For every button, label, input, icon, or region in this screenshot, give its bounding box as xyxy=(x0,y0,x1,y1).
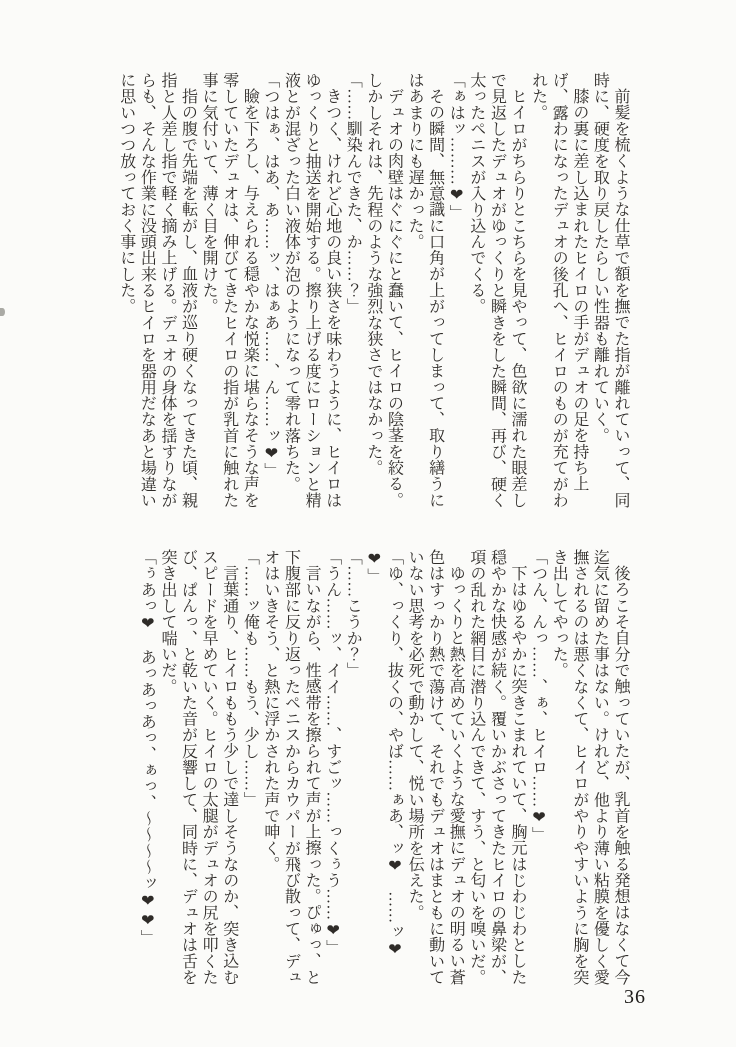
page-number: 36 xyxy=(624,986,646,1008)
narration-paragraph: 下はゆるやかに突きこまれていて、胸元はじわじわとした穏やかな快感が続く。覆いかぶさってきたヒイロの鼻梁が、項の乱れた網目に潜り込んできて、すう、と匂いを嗅いだ。 xyxy=(467,549,527,986)
dialogue-paragraph: 「……馴染んできた、か……？」 xyxy=(344,72,362,315)
dialogue-paragraph: 「……ッ俺も……もう、少し……」 xyxy=(241,549,259,808)
text-block-bottom xyxy=(138,549,630,986)
dialogue-paragraph: 「ぁはッ………❤」 xyxy=(447,72,465,221)
dialogue-paragraph: 「ゆ、っくり、抜くの、やば……ぁあ、ッ❤ ……ッ❤❤」 xyxy=(364,549,403,959)
narration-paragraph: 後ろこそ自分で触っていたが、乳首を触る発想はなくて今迄気に留めた事はない。けれど、他より薄い粘膜を優しく愛撫されるのは悪くなくて、ヒイロがやりやすいように胸を突き出してやった。 xyxy=(550,549,629,986)
dialogue-paragraph: 「つはぁ、はあ、あ……ッ、はぁあ……、ん……ッ❤」 xyxy=(261,72,279,479)
narration-paragraph: 指の腹で先端を転がし、血液が巡り硬くなってきた頃、親指と人差し指で軽く摘み上げる。デュオの身体を揺すりながらも、そんな作業に没頭出来るヒイロを器用だなあと場違いに思いつつ放っておく事にした。 xyxy=(117,72,197,509)
narration-paragraph: ヒイロがちらりとこちらを見やって、色欲に濡れた眼差しで見返したデュオがゆっくりと瞬きをした瞬間、再び、硬く太ったペニスが入り込んでくる。 xyxy=(467,72,527,509)
dialogue-paragraph: 「……こうか？」 xyxy=(344,549,362,679)
narration-paragraph: 前髪を梳くような仕草で額を撫でた指が離れていって、同時に、硬度を取り戻したらしい性器も離れていく。 xyxy=(591,72,629,508)
narration-paragraph: 瞼を下ろし、与えられる穏やかな悦楽に堪らなそうな声を零していたデュオは、伸びてきたヒイロの指が乳首に触れた事に気付いて、薄く目を開けた。 xyxy=(200,72,259,509)
narration-paragraph: デュオの肉壁はぐにぐにと蠢いて、ヒイロの陰茎を絞る。しかしそれは、先程のような強烈な狭さではなかった。 xyxy=(364,72,403,508)
dialogue-paragraph: 「うん……ッ、イイ……、すごッ……っくぅう……❤」 xyxy=(323,549,341,956)
dialogue-paragraph: 「つん、んっ……、ぁ、ヒイロ……❤」 xyxy=(529,549,547,843)
dialogue-paragraph: 「ぅあっ❤ あっあっあっ、ぁっ、〜〜〜〜ッ❤❤」 xyxy=(138,549,156,946)
text-block-top xyxy=(117,72,630,509)
narration-paragraph: ゆっくりと熱を高めていくような愛撫にデュオの明るい蒼色はすっかり熱で蕩けて、それでもデュオはまともに動いていない思考を必死で動かして、悦い場所を伝えた。 xyxy=(406,549,465,986)
narration-paragraph: 言いながら、性感帯を擦られて声が上擦った。ぴゅっ、と下腹部に反り返ったペニスからカウパーが飛び散って、デュオはいきそう、と熱に浮かされた声で呻く。 xyxy=(261,549,321,986)
narration-paragraph: その瞬間、無意識に口角が上がってしまって、取り繕うにはあまりにも遅かった。 xyxy=(406,72,444,508)
narration-paragraph: 膝の裏に差し込まれたヒイロの手がデュオの足を持ち上げ、露わになったデュオの後孔へ、ヒイロのものが充てがわれた。 xyxy=(529,72,588,509)
scan-artifact xyxy=(0,308,5,316)
narration-paragraph: 言葉通り、ヒイロももう少しで達しそうなのか、突き込むスピードを早めていく。ヒイロの太腿がデュオの尻を叩くたび、ぱんっ、と乾いた音が反響して、同時に、デュオは舌を突き出して喘いだ。 xyxy=(158,549,238,986)
narration-paragraph: きつく、けれど心地の良い狭さを味わうように、ヒイロはゆっくりと抽送を開始する。擦り上げる度にローションと精液とが混ざった白い液体が泡のようになって零れ落ちた。 xyxy=(282,72,341,509)
